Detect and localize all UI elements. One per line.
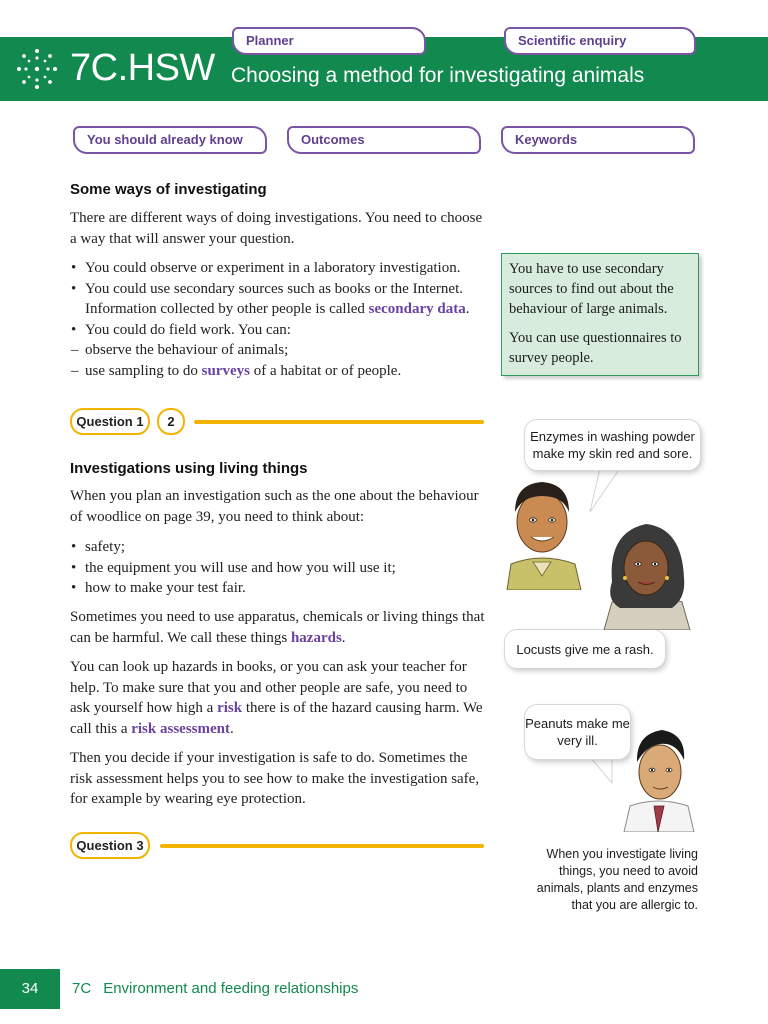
speech-bubble-enzymes: Enzymes in washing powder make my skin red and sore. [525,420,700,470]
man-illustration [620,720,696,832]
footer-chapter [72,969,358,1009]
keyword-risk: risk [217,700,243,716]
section2-intro: When you plan an investigation such as the one about the behaviour of woodlice on page 39, you need to think about: [70,488,479,525]
page-title: Choosing a method for investigating animals [231,64,645,87]
side-note-text-1: You have to use secondary sources to find out about the behaviour of large animals. [509,261,674,317]
section1-intro: There are different ways of doing investigations. You need to choose a way that will answer your question. [70,210,483,247]
tab-planner[interactable]: Planner [232,27,426,55]
sub-list-item-text: observe the behaviour of animals; [85,342,289,358]
decide-paragraph: Then you decide if your investigation is safe to do. Sometimes the risk assessment helps you to see how to make the investigation safe, for example by wearing eye protection. [70,750,480,807]
burst-icon [12,44,62,94]
list-item-text: You could do field work. You can: [85,321,291,338]
question-2-button[interactable]: 2 [157,408,185,435]
page-number: 34 [0,969,60,1009]
speech-bubble-locusts: Locusts give me a rash. [505,630,665,668]
list-item-text: the equipment you will use and how you will use it; [85,559,396,576]
side-note-text-2: You can use questionnaires to survey people. [509,330,682,366]
risk-paragraph [70,657,490,739]
hazards-text: Sometimes you need to use apparatus, chemicals or living things that can be harmful. We call these things [70,609,485,646]
risk-text-b: there is of the hazard causing harm. We call this a [70,700,483,737]
bullet-icon: • [71,559,77,576]
footer-chapter-title: Environment and feeding relationships [103,980,359,997]
list-item [70,558,495,579]
bullet-icon: • [71,260,77,276]
sub-list-item-text: use sampling to do [85,362,202,379]
bullet-icon: • [71,580,77,596]
list-item-text: You could use secondary sources such as books or the Internet. Information collected by other people is called [85,280,463,317]
tab-scientific-enquiry[interactable]: Scientific enquiry [504,27,696,55]
list-item-text: safety; [85,539,125,555]
list-item [70,578,495,599]
keyword-risk-assessment: risk assessment [131,720,230,737]
illustration-caption: When you investigate living things, you need to avoid animals, plants and enzymes that you are allergic to. [536,847,698,912]
tab-you-should-already-know[interactable]: You should already know [73,126,267,154]
sub-list-item [70,340,495,361]
footer-chapter-code: 7C [72,980,92,997]
list-item-text: how to make your test fair. [85,580,246,596]
chapter-code: 7C.HSW [70,47,215,89]
speech-bubble-peanuts: Peanuts make me very ill. [525,705,630,759]
bullet-icon: • [71,539,77,555]
sub-list-item [70,361,495,382]
section-heading-ways: Some ways of investigating [70,181,267,198]
risk-text-a: You can look up hazards in books, or you can ask your teacher for help. To make sure that you and other people are safe, you need to ask yourself how high a [70,659,468,716]
list-item-text: You could observe or experiment in a laboratory investigation. [85,260,461,276]
section-heading-living-things: Investigations using living things [70,460,308,477]
question-1-button[interactable]: Question 1 [70,408,150,435]
considerations-list [70,537,495,599]
sub-list-item-text-end: of a habitat or of people. [250,362,402,379]
list-item-text-end: . [465,301,470,317]
question-3-button[interactable]: Question 3 [70,832,150,859]
keyword-hazards: hazards [290,629,342,646]
dash-icon: – [71,362,79,379]
risk-text-c: . [230,720,234,737]
list-item [70,537,495,558]
list-item [70,279,495,320]
side-note-box [501,253,699,376]
keyword-secondary-data: secondary data [368,301,466,317]
list-item [70,320,495,341]
tab-keywords[interactable]: Keywords [501,126,695,154]
woman-illustration [598,516,694,630]
bullet-icon: • [71,321,77,338]
keyword-surveys: surveys [201,362,251,379]
list-item [70,258,495,279]
hazards-text-end: . [341,629,346,646]
question-3-rule [160,844,484,848]
tab-outcomes[interactable]: Outcomes [287,126,481,154]
bullet-icon: • [71,280,77,297]
ways-list [70,258,495,381]
dash-icon: – [71,342,79,358]
question-1-rule [194,420,484,424]
boy-illustration [497,472,587,590]
hazards-paragraph [70,607,490,648]
